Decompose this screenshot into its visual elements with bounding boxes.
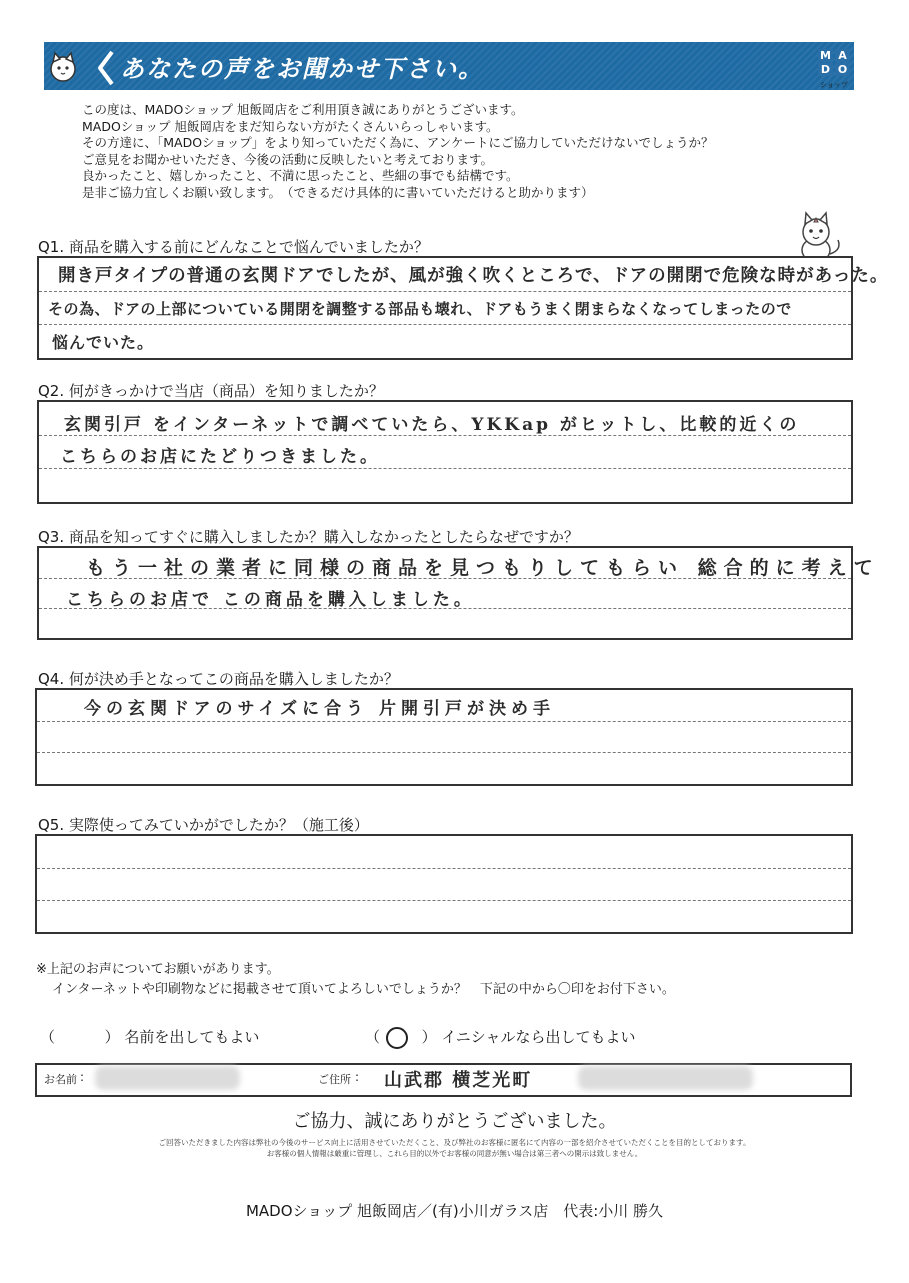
intro-line: 是非ご協力宜しくお願い致します。 （できるだけ具体的に書いていただけると助かります）	[82, 184, 594, 200]
rule-line	[39, 324, 851, 325]
banner-arrow-icon	[96, 48, 116, 88]
logo-subtext: ショップ	[820, 81, 848, 89]
privacy-note: ご回答いただきました内容は弊社の今後のサービス向上に活用させていただくこと、及び弊社のお客様に匿名にて内容の一部を紹介させていただくことを目的としております。	[158, 1138, 751, 1147]
selected-circle-mark	[386, 1027, 408, 1049]
rule-line	[37, 868, 851, 869]
privacy-note: お客様の個人情報は厳重に管理し、これら目的以外でお客様の同意が無い場合は第三者への開示は致しません。	[266, 1149, 643, 1158]
colon-glyph: :	[80, 1070, 85, 1084]
intro-line: この度は、MADOショップ 旭飯岡店をご利用頂き誠にありがとうございます。	[82, 102, 524, 117]
consent-question: インターネットや印刷物などに掲載させて頂いてよろしいでしょうか？ 下記の中から〇印をお付下さい。	[52, 982, 675, 997]
name-field-label: お名前	[44, 1073, 77, 1086]
address-value: 山武郡 横芝光町	[384, 1070, 533, 1091]
intro-line: その方達に、「MADOショップ」をより知っていただく為に、アンケートにご協力していただけないでしょうか？	[82, 135, 714, 150]
question-3-answer-line: こちらのお店で この商品を購入しました。	[66, 590, 475, 610]
intro-line: ご意見をお聞かせいただき、今後の活動に反映したいと考えております。	[82, 151, 494, 167]
colon-glyph: :	[355, 1070, 360, 1084]
question-3-answer-line: もう一社の業者に同様の商品を見つもりしてもらい 総合的に考えて	[86, 557, 880, 579]
shop-footer: MADOショップ 旭飯岡店／(有)小川ガラス店 代表:小川 勝久	[245, 1202, 664, 1220]
question-2-answer-line: こちらのお店にたどりつきました。	[60, 447, 380, 467]
logo-letter: M	[818, 49, 833, 62]
option-label: 名前を出してもよい	[124, 1028, 260, 1046]
paren-close: ）	[104, 1028, 120, 1046]
paren-close: ）	[421, 1028, 437, 1046]
rule-line	[39, 435, 851, 436]
intro-line: MADOショップ 旭飯岡店をまだ知らない方がたくさんいらっしゃいます。	[82, 118, 499, 134]
redacted-address	[578, 1066, 753, 1090]
consent-note: ※上記のお声についてお願いがあります。	[36, 962, 280, 977]
thank-you-message: ご協力、誠にありがとうございました。	[292, 1111, 617, 1132]
question-2-answer-line: 玄関引戸 をインターネットで調べていたら、YKKap がヒットし、比較的近くの	[64, 415, 800, 435]
rule-line	[39, 468, 851, 469]
intro-line: 良かったこと、嬉しかったこと、不満に思ったこと、些細の事でも結構です。	[82, 168, 519, 183]
question-3-label: Q3. 商品を知ってすぐに購入しましたか？購入しなかったとしたらなぜですか？	[38, 528, 579, 546]
option-label: イニシャルなら出してもよい	[441, 1028, 636, 1046]
paren-open: （	[365, 1028, 381, 1046]
intro-text	[82, 102, 714, 201]
question-4-answer-line: 今の玄関ドアのサイズに合う 片開引戸が決め手	[84, 699, 556, 719]
question-5-answer-box	[35, 834, 853, 934]
redacted-name	[95, 1066, 240, 1090]
paren-open: （	[40, 1028, 56, 1046]
page-title: あなたの声をお聞かせ下さい。	[120, 55, 484, 83]
address-field-label: ご住所	[318, 1073, 351, 1086]
question-1-answer-line: 開き戸タイプの普通の玄関ドアでしたが、風が強く吹くところで、ドアの開閉で危険な時があった。	[58, 266, 889, 286]
question-1-answer-line: 悩んでいた。	[52, 333, 155, 352]
rule-line	[37, 721, 851, 722]
logo-letter: A	[835, 49, 850, 62]
question-4-label: Q4. 何が決め手となってこの商品を購入しましたか？	[38, 670, 399, 688]
rule-line	[37, 900, 851, 901]
logo-letter: O	[835, 63, 850, 76]
rule-line	[39, 291, 851, 292]
rule-line	[37, 752, 851, 753]
consent-option-name[interactable]	[40, 1026, 259, 1047]
cat-mascot-icon	[46, 50, 80, 84]
question-2-label: Q2. 何がきっかけで当店（商品）を知りましたか？	[38, 382, 384, 400]
question-5-label: Q5. 実際使ってみていかがでしたか？（施工後）	[38, 816, 369, 834]
question-1-answer-line: その為、ドアの上部についている開閉を調整する部品も壊れ、ドアもうまく閉まらなくなってしまったので	[48, 300, 792, 318]
question-1-label: Q1. 商品を購入する前にどんなことで悩んでいましたか？	[38, 238, 429, 256]
logo-letter: D	[818, 63, 833, 76]
